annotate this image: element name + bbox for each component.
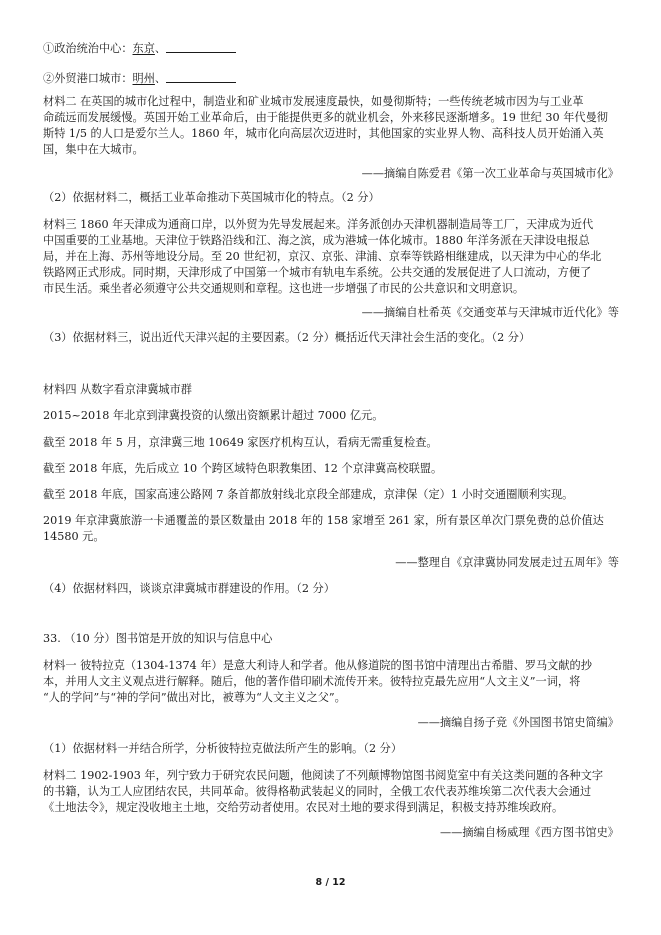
material3-source: ——摘编自杜希英《交通变革与天津城市近代化》等: [361, 306, 619, 319]
material3-line: 中国重要的工业基地。天津位于铁路沿线和江、海之滨，成为港城一体化城市。1880 年洋务派在天津设电报总: [43, 234, 590, 247]
material3-line: 铁路网正式形成。同时期，天津形成了中国第一个城市有轨电车系统。公共交通的发展促进了人口流动，方便了: [43, 266, 592, 279]
material4-item: 2015~2018 年北京到津冀投资的认缴出资额累计超过 7000 亿元。: [43, 409, 384, 422]
q33-material1-line: 本，并用人文主义观点进行解释。随后，他的著作借印刷术流传开来。彼特拉克最先应用“人文主义”一词，将: [43, 675, 581, 688]
answer-blank: [166, 71, 236, 83]
q33-material2-line: 《土地法令》，规定没收地主土地，交给劳动者使用。农民对土地的要求得到满足，积极支持苏维埃政府。: [43, 801, 564, 814]
material3-line: 市民生活。乘坐者必须遵守公共交通规则和章程。这也进一步增强了市民的公共意识和文明意识。: [43, 282, 525, 295]
page-number: 8 / 12: [315, 877, 346, 888]
material3-line: 局，并在上海、苏州等地设分局。至 20 世纪初，京汉、京张、津浦、京奉等铁路相继建成，以天津为中心的华北: [43, 250, 602, 263]
q33-material1-source: ——摘编自扬子竞《外国图书馆史简编》: [417, 716, 619, 729]
q33-material1-line: 材料一 彼特拉克（1304-1374 年）是意大利诗人和学者。他从修道院的图书馆中清理出古希腊、罗马文献的抄: [43, 659, 592, 672]
q1-item-answer: 东京: [132, 42, 155, 55]
q1-item-label: ②外贸港口城市：: [43, 72, 133, 85]
q1-item-separator: 、: [154, 72, 167, 85]
material4-item: 14580 元。: [43, 530, 105, 543]
material2-line: 斯特 1/5 的人口是爱尔兰人。1860 年，城市化向高层次迈进时，其他国家的实业界人物、高科技人员开始涌入英: [43, 127, 604, 140]
q33-header: 33. （10 分）图书馆是开放的知识与信息中心: [43, 632, 273, 645]
material4-item: 截至 2018 年底，先后成立 10 个跨区域特色职教集团、12 个京津冀高校联盟。: [43, 462, 443, 475]
q33-material1-line: “人的学问”与“神的学问”做出对比，被尊为“人文主义之父”。: [43, 691, 346, 704]
question-4: （4）依据材料四，谈谈京津冀城市群建设的作用。（2 分）: [43, 582, 335, 595]
q1-item-separator: 、: [154, 42, 167, 55]
material2-source: ——摘编自陈爱君《第一次工业革命与英国城市化》: [361, 167, 619, 180]
q33-material2-source: ——摘编自杨威理《西方图书馆史》: [439, 826, 619, 839]
q1-item-answer: 明州: [132, 72, 155, 85]
q33-question-1: （1）依据材料一并结合所学，分析彼特拉克做法所产生的影响。（2 分）: [43, 742, 403, 755]
question-3: （3）依据材料三，说出近代天津兴起的主要因素。（2 分）概括近代天津社会生活的变化。（2 分）: [43, 331, 531, 344]
question-2: （2）依据材料二，概括工业革命推动下英国城市化的特点。（2 分）: [43, 191, 380, 204]
material2-line: 国，集中在大城市。: [43, 143, 144, 156]
q33-material2-line: 的书籍，认为工人应团结农民，共同革命。彼得格勒武装起义的同时，全俄工农代表苏维埃第二次代表大会通过: [43, 785, 592, 798]
q33-material2-line: 材料二 1902-1903 年，列宁致力于研究农民问题，他阅读了不列颠博物馆图书阅览室中有关这类问题的各种文字: [43, 769, 604, 782]
material4-item: 截至 2018 年 5 月，京津冀三地 10649 家医疗机构互认，看病无需重复检查。: [43, 436, 438, 449]
material4-item: 2019 年京津冀旅游一卡通覆盖的景区数量由 2018 年的 158 家增至 261 家，所有景区单次门票免费的总价值达: [43, 514, 604, 527]
material4-item: 截至 2018 年底，国家高速公路网 7 条首都放射线北京段全部建成，京津保（定）1 小时交通圈顺利实现。: [43, 488, 574, 501]
material4-title: 材料四 从数字看京津冀城市群: [43, 383, 192, 396]
material3-line: 材料三 1860 年天津成为通商口岸，以外贸为先导发展起来。洋务派创办天津机器制造局等工厂，天津成为近代: [43, 218, 594, 231]
answer-blank: [166, 41, 236, 53]
material2-line: 命疏远而发展缓慢。英国开始工业革命后，由于能提供更多的就业机会，外来移民逐渐增多。19 世纪 30 年代曼彻: [43, 111, 608, 124]
q1-item-political-center: [43, 41, 623, 56]
material4-source: ——整理自《京津冀协同发展走过五周年》等: [395, 556, 619, 569]
material2-line: 材料二 在英国的城市化过程中，制造业和矿业城市发展速度最快，如曼彻斯特；一些传统老城市因为与工业革: [43, 95, 584, 108]
q1-item-label: ①政治统治中心：: [43, 42, 133, 55]
q1-item-trade-port: [43, 71, 623, 86]
